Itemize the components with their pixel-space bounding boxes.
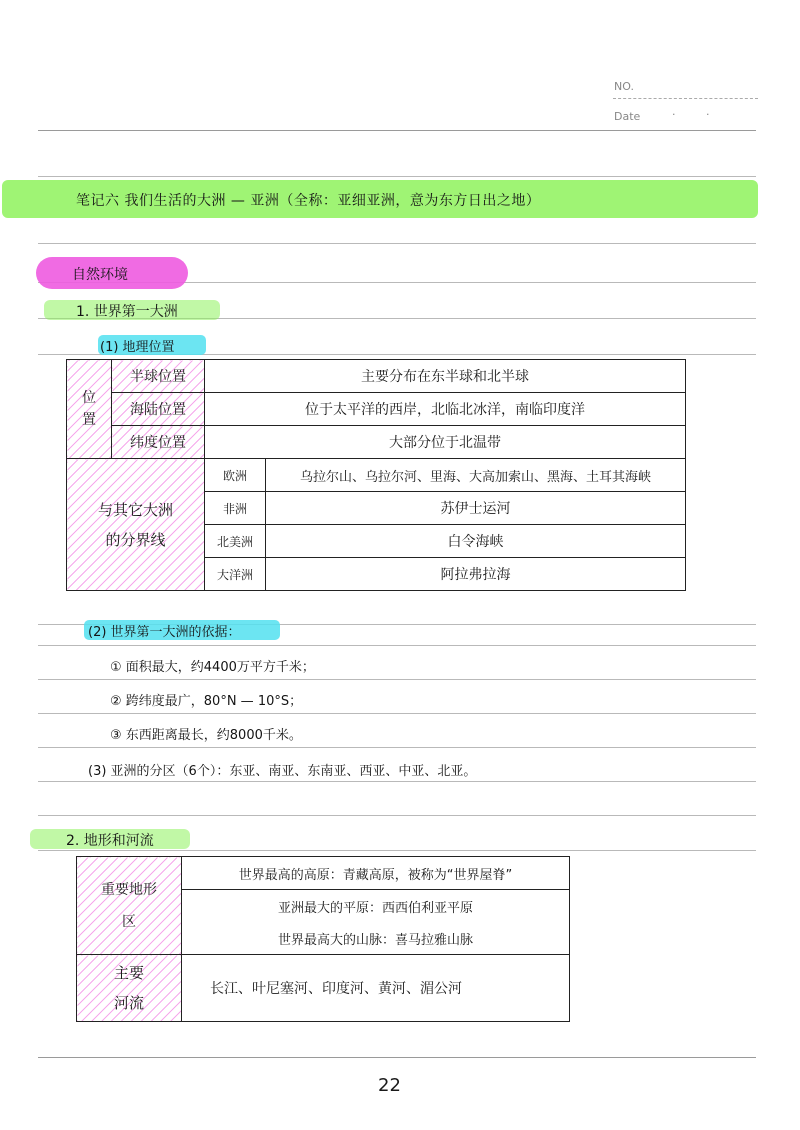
location-group-text: 位置 (82, 390, 96, 428)
boundary-group-label (67, 459, 205, 591)
boundary-group-text: 与其它大洲的分界线 (97, 500, 173, 549)
rivers-group-text: 主要河流 (113, 964, 144, 1012)
table-row-key (205, 492, 266, 525)
table-row-key (112, 426, 205, 459)
cell-text: 纬度位置 (130, 435, 186, 451)
table-row-key (205, 525, 266, 558)
location-table (66, 359, 686, 591)
cell-text: 海陆位置 (130, 402, 186, 418)
subheading-basis: (2) 世界第一大洲的依据： (88, 625, 241, 640)
table-row-value (205, 393, 686, 426)
date-dot: · (672, 108, 676, 121)
cell-text: 阿拉弗拉海 (440, 567, 511, 583)
rule-line (38, 130, 756, 131)
table-row-key (205, 558, 266, 591)
cell-text: 位于太平洋的西岸，北临北冰洋，南临印度洋 (305, 402, 585, 418)
rivers-group-label (77, 955, 182, 1022)
date-dot: · (706, 108, 710, 121)
heading-2: 2. 地形和河流 (66, 833, 154, 849)
cell-text: 主要分布在东半球和北半球 (361, 369, 529, 385)
terrain-group-text: 重要地形区 (101, 881, 157, 930)
terrain-group-label (77, 857, 182, 955)
rule-line (38, 1057, 756, 1058)
table-row-value (266, 459, 686, 492)
subheading-regions: (3) 亚洲的分区（6个）：东亚、南亚、东南亚、西亚、中亚、北亚。 (88, 764, 477, 779)
terrain-table (76, 856, 570, 1022)
rule-line (38, 781, 756, 782)
cell-text: 北美洲 (216, 534, 253, 549)
table-row-value (205, 360, 686, 393)
cell-text: 大部分位于北温带 (389, 435, 501, 451)
cell-text: 半球位置 (130, 369, 186, 385)
rule-line (38, 176, 756, 177)
table-row-key (112, 360, 205, 393)
reason-item: ② 跨纬度最广，80°N — 10°S； (110, 694, 303, 709)
table-row-value (266, 492, 686, 525)
rivers-item (182, 955, 570, 1022)
cell-text: 苏伊士运河 (440, 501, 511, 517)
rule-line (38, 645, 756, 646)
terrain-item (182, 890, 570, 923)
table-row-key (112, 393, 205, 426)
cell-text: 非洲 (222, 501, 247, 516)
location-group-label (67, 360, 112, 459)
rule-line (38, 815, 756, 816)
reason-item: ③ 东西距离最长，约8000千米。 (110, 728, 302, 743)
cell-text: 长江、叶尼塞河、印度河、黄河、湄公河 (210, 981, 462, 997)
rule-line (38, 679, 756, 680)
rule-line (38, 713, 756, 714)
rule-line (38, 747, 756, 748)
table-row-value (266, 525, 686, 558)
reason-item: ① 面积最大，约4400万平方千米； (110, 660, 315, 675)
rule-line (38, 243, 756, 244)
subheading-location: (1) 地理位置 (100, 340, 175, 355)
table-row-value (266, 558, 686, 591)
date-label: Date (614, 110, 641, 123)
cell-text: 世界最高大的山脉：喜马拉雅山脉 (277, 932, 473, 948)
cell-text: 世界最高的高原：青藏高原，被称为“世界屋脊” (238, 867, 513, 883)
no-dotted-line (613, 98, 758, 99)
table-row-value (205, 426, 686, 459)
section-heading: 自然环境 (72, 267, 128, 283)
table-row-key (205, 459, 266, 492)
cell-text: 乌拉尔山、乌拉尔河、里海、大高加索山、黑海、土耳其海峡 (299, 469, 651, 485)
no-label: NO. (614, 80, 634, 93)
page-number: 22 (378, 1075, 401, 1096)
cell-text: 亚洲最大的平原：西西伯利亚平原 (277, 900, 473, 916)
heading-1: 1. 世界第一大洲 (76, 304, 178, 320)
terrain-item (182, 857, 570, 890)
note-title: 笔记六 我们生活的大洲 — 亚洲（全称：亚细亚洲，意为东方日出之地） (76, 193, 541, 209)
cell-text: 欧洲 (222, 468, 247, 483)
rule-line (38, 850, 756, 851)
cell-text: 白令海峡 (447, 534, 504, 550)
terrain-item (182, 922, 570, 955)
cell-text: 大洋洲 (216, 567, 253, 582)
